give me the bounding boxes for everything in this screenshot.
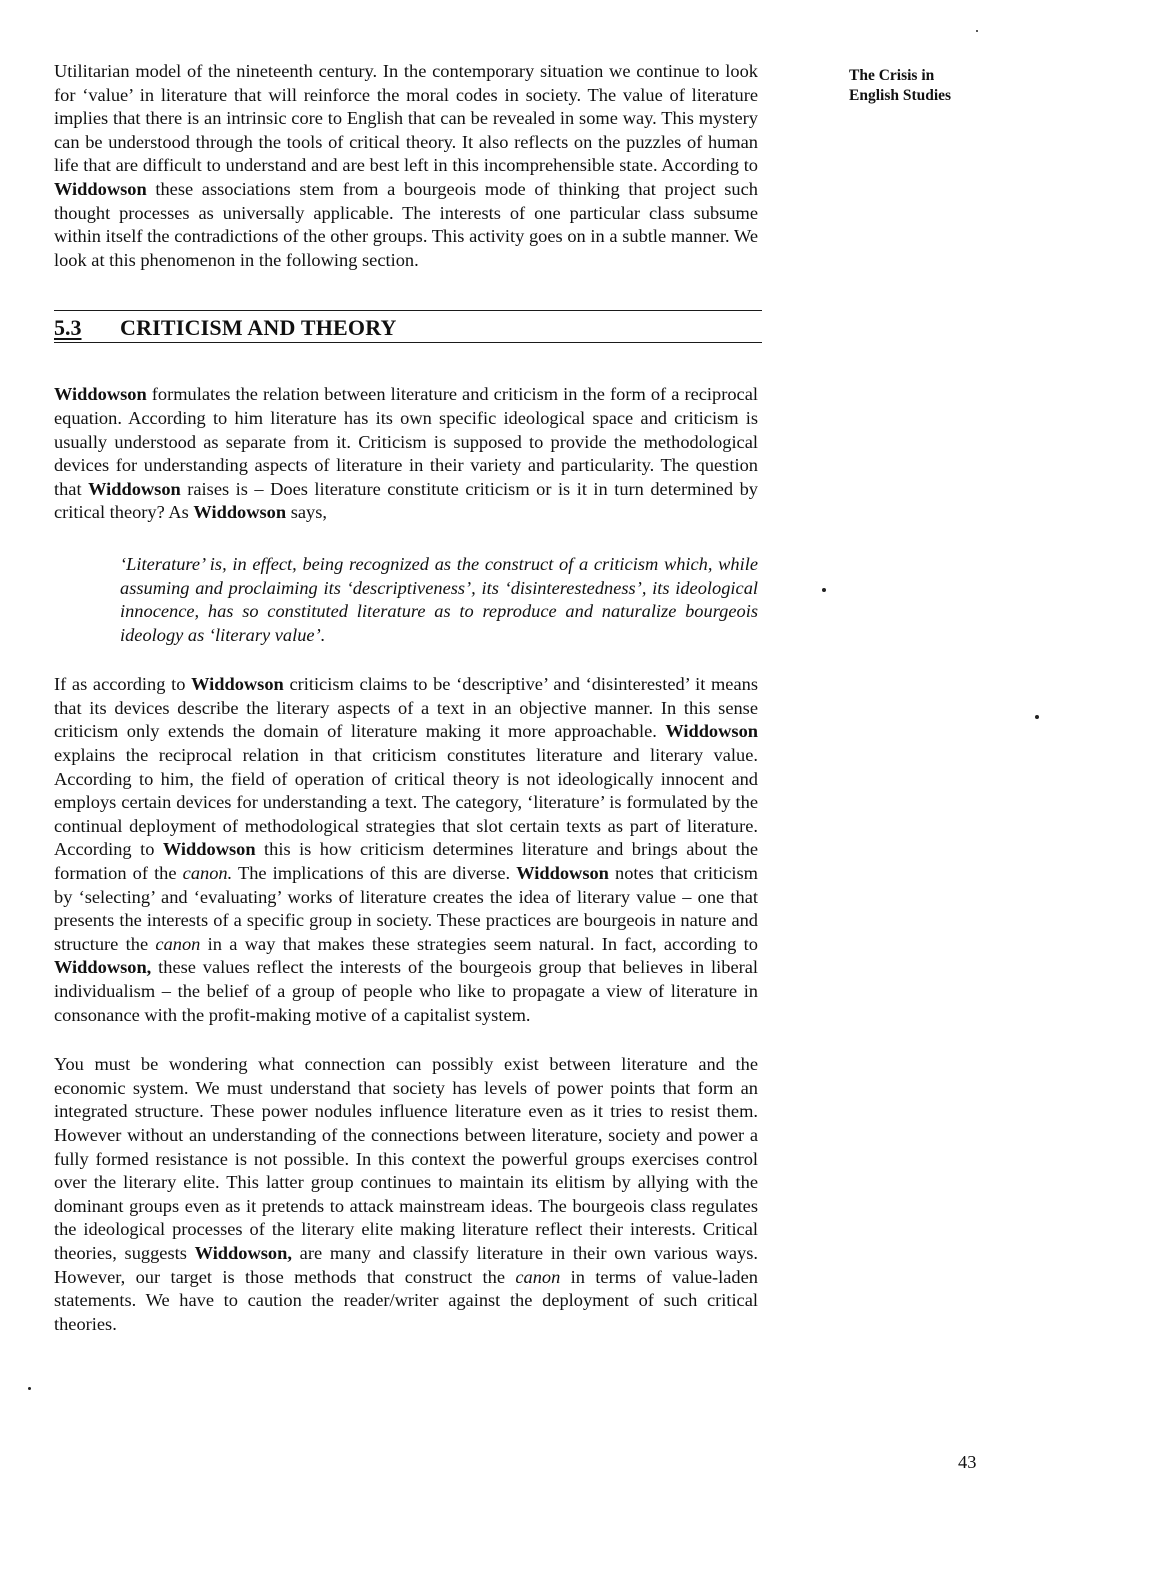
scan-speck — [822, 588, 826, 592]
author-name: Widdowson — [665, 721, 758, 742]
intro-paragraph: Utilitarian model of the nineteenth century. In the contemporary situation we continue to look for ‘value’ in literature that will reinforce the moral codes in society. The value of literature implies that there is an intrinsic core to English that can be revealed in some way. This mystery can be understood through the tools of critical theory. It also reflects on the puzzles of human life that are difficult to understand and are best left in this incomprehensible state. According to Widdowson these associations stem from a bourgeois mode of thinking that project such thought processes as universally applicable. The interests of one particular class subsume within itself the contradictions of the other groups. This activity goes on in a subtle manner. We look at this phenomenon in the following section. — [54, 61, 758, 270]
body-paragraph-2: If as according to Widdowson criticism claims to be ‘descriptive’ and ‘disinterested’ it means that its devices describe the literary aspects of a text in an objective manner. In this sense criticism only extends the domain of literature making it more approachable. Widdowson explains the reciprocal relation in that criticism constitutes literature and literary value. According to him, the field of operation of critical theory is not ideologically innocent and employs certain devices for understanding a text. The category, ‘literature’ is formulated by the continual deployment of methodological strategies that slot certain texts as part of literature. According to Widdowson this is how criticism determines literature and brings about the formation of the canon. The implications of this are diverse. Widdowson notes that criticism by ‘selecting’ and ‘evaluating’ works of literature creates the idea of literary value – one that presents the interests of a specific group in society. These practices are bourgeois in nature and structure the canon in a way that makes these strategies seem natural. In fact, according to Widdowson, these values reflect the interests of the bourgeois group that believes in liberal individualism – the belief of a group of people who like to propagate a view of literature in consonance with the profit-making motive of a capitalist system. — [54, 674, 759, 1025]
scan-speck — [976, 30, 978, 32]
running-header-line-2: English Studies — [849, 87, 952, 104]
section-title: CRITICISM AND THEORY — [120, 315, 397, 341]
author-name: Widdowson — [88, 478, 181, 499]
author-name: Widdowson — [54, 384, 147, 405]
emphasis-canon: canon — [515, 1266, 561, 1287]
author-name: Widdowson — [193, 502, 287, 523]
author-name: Widdowson — [54, 178, 147, 199]
body-paragraph-3: You must be wondering what connection can possibly exist between literature and the economic system. We must understand that society has levels of power points that form an integrated structure. These power nodules influence literature even as it tries to resist them. However without an understanding of the connections between literature, society and power a fully formed resistance is not possible. In this context the powerful groups exercises control over the literary elite. This latter group continues to maintain its elitism by allying with the dominant groups even as it pretends to attack mainstream ideas. The bourgeois class regulates the ideological processes of the literary elite making literature reflect their interests. Critical theories, suggests Widdowson, are many and classify literature in their own various ways. However, our target is those methods that construct the canon in terms of value-laden statements. We have to caution the reader/writer against the deployment of such critical theories. — [54, 1054, 758, 1334]
running-header-line-1: The Crisis in — [849, 67, 935, 84]
running-header — [849, 66, 1029, 106]
author-name: Widdowson, — [54, 957, 152, 978]
author-name: Widdowson, — [194, 1242, 292, 1263]
author-name: Widdowson — [191, 674, 284, 695]
main-text-column — [54, 60, 758, 1336]
page-number: 43 — [958, 1452, 977, 1472]
emphasis-canon: canon — [155, 933, 201, 954]
author-name: Widdowson — [516, 863, 609, 884]
section-heading — [54, 310, 762, 343]
section-number: 5.3 — [54, 315, 82, 341]
scan-speck — [28, 1387, 31, 1390]
scan-speck — [1035, 715, 1039, 719]
emphasis-canon: canon. — [182, 863, 233, 884]
author-name: Widdowson — [162, 839, 256, 860]
body-paragraph-1: Widdowson formulates the relation between literature and criticism in the form of a reciprocal equation. According to him literature has its own specific ideological space and criticism is usually understood as separate from it. Criticism is supposed to provide the methodological devices for understanding aspects of literature in their variety and particularity. The question that Widdowson raises is – Does literature constitute criticism or is it in turn determined by critical theory? As Widdowson says, — [54, 384, 758, 523]
block-quote: ‘Literature’ is, in effect, being recognized as the construct of a criticism which, while assuming and proclaiming its ‘descriptiveness’, its ‘disinterestedness’, its ideological innocence, has so constituted literature as to reproduce and naturalize bourgeois ideology as ‘literary value’. — [120, 553, 758, 645]
